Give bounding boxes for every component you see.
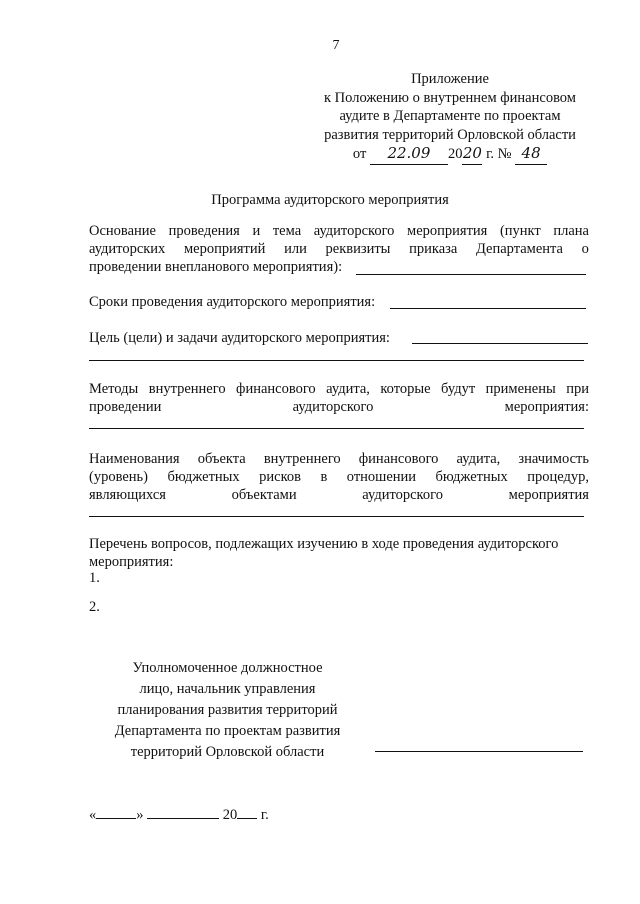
terms-label: Сроки проведения аудиторского мероприятия: — [89, 294, 376, 310]
question-item-2: 2. — [89, 599, 100, 615]
appendix-line: к Положению о внутреннем финансовом — [324, 89, 576, 106]
word: аудита, — [456, 451, 501, 467]
methods-line-2 — [89, 398, 589, 416]
word: проведении — [89, 399, 162, 415]
question-item-1: 1. — [89, 570, 100, 586]
close-quote: » — [136, 807, 144, 823]
word: аудита, — [326, 381, 370, 397]
footer-date — [89, 806, 269, 824]
footer-year-prefix: 20 — [222, 807, 238, 823]
word: при — [566, 381, 589, 397]
year-prefix: 20 — [447, 146, 463, 162]
word: бюджетных — [435, 469, 508, 485]
signer-line: планирования развития территорий — [117, 702, 338, 718]
word: рисков — [259, 469, 301, 485]
word: плана — [553, 223, 589, 239]
methods-fill-line — [89, 428, 584, 429]
page-number: 7 — [332, 38, 340, 53]
goal-section — [89, 329, 589, 347]
object-line-1 — [89, 450, 589, 468]
appendix-line: развития территорий Орловской области — [324, 126, 576, 143]
signer-line: Департамента по проектам развития — [114, 723, 341, 739]
word: объектами — [231, 487, 297, 503]
word: значимость — [518, 451, 589, 467]
object-line-3 — [89, 486, 589, 504]
footer-year-suffix: г. — [260, 807, 269, 823]
word: (уровень) — [89, 469, 148, 485]
object-section — [89, 450, 589, 504]
object-line-2 — [89, 468, 589, 486]
object-fill-line — [89, 516, 584, 517]
date-prefix: от — [352, 146, 367, 162]
word: применены — [485, 381, 556, 397]
word: финансового — [358, 451, 439, 467]
word: которые — [380, 381, 431, 397]
questions-section — [89, 535, 589, 571]
year-fill-line — [237, 806, 257, 819]
appendix-date-line — [300, 144, 600, 165]
word: аудиторского — [313, 223, 395, 239]
word: бюджетных — [167, 469, 240, 485]
word: будут — [441, 381, 476, 397]
handwritten-date: 22.09 — [387, 144, 431, 162]
open-quote: « — [89, 807, 97, 823]
word: тема — [272, 223, 302, 239]
appendix-line: аудите в Департаменте по проектам — [339, 108, 561, 124]
word: внутреннего — [148, 381, 226, 397]
goal-fill-line-2 — [89, 360, 584, 361]
word: процедур, — [527, 469, 589, 485]
word: Методы — [89, 381, 139, 397]
document-title: Программа аудиторского мероприятия — [211, 192, 449, 208]
questions-line-1: Перечень вопросов, подлежащих изучению в ходе проведения аудиторского — [89, 536, 559, 552]
signer-line: Уполномоченное должностное — [132, 660, 323, 676]
handwritten-year: 20 — [462, 144, 482, 162]
signer-block — [105, 658, 350, 763]
terms-fill-line — [390, 308, 586, 309]
signature-line — [375, 751, 583, 752]
questions-line-2: мероприятия: — [89, 554, 174, 570]
basis-fill-line — [356, 274, 586, 275]
word: объекта — [197, 451, 246, 467]
word: и — [252, 223, 261, 239]
word: внутреннего — [263, 451, 341, 467]
word: аудиторских — [89, 241, 166, 257]
goal-fill-line — [412, 343, 588, 344]
word: приказа — [409, 241, 458, 257]
word: мероприятия — [508, 487, 589, 503]
word: в — [320, 469, 328, 485]
basis-label: проведении внепланового мероприятия): — [89, 259, 343, 275]
word: Департамента — [475, 241, 563, 257]
methods-section — [89, 380, 589, 416]
basis-line-1 — [89, 222, 589, 240]
word: о — [581, 241, 589, 257]
methods-line-1 — [89, 380, 589, 398]
word: отношении — [346, 469, 417, 485]
word: аудиторского — [362, 487, 443, 503]
word: или — [284, 241, 307, 257]
goal-label: Цель (цели) и задачи аудиторского мероприятия: — [89, 330, 390, 346]
handwritten-number: 48 — [521, 144, 541, 162]
appendix-header — [300, 70, 600, 165]
day-fill-line — [96, 806, 136, 819]
month-fill-line — [147, 806, 219, 819]
basis-section — [89, 222, 589, 276]
word: аудиторского — [292, 399, 374, 415]
word: Основание — [89, 223, 156, 239]
signer-line: лицо, начальник управления — [139, 681, 316, 697]
year-number-label: г. № — [486, 146, 512, 162]
word: мероприятия — [407, 223, 488, 239]
word: реквизиты — [325, 241, 391, 257]
word: Наименования — [89, 451, 180, 467]
word: мероприятий — [183, 241, 266, 257]
word: финансового — [236, 381, 316, 397]
word: являющихся — [89, 487, 166, 503]
basis-line-2 — [89, 240, 589, 258]
appendix-title: Приложение — [411, 71, 489, 87]
signer-line: территорий Орловской области — [130, 744, 325, 760]
word: проведения — [168, 223, 240, 239]
word: (пункт — [499, 223, 541, 239]
word: мероприятия: — [504, 399, 589, 415]
